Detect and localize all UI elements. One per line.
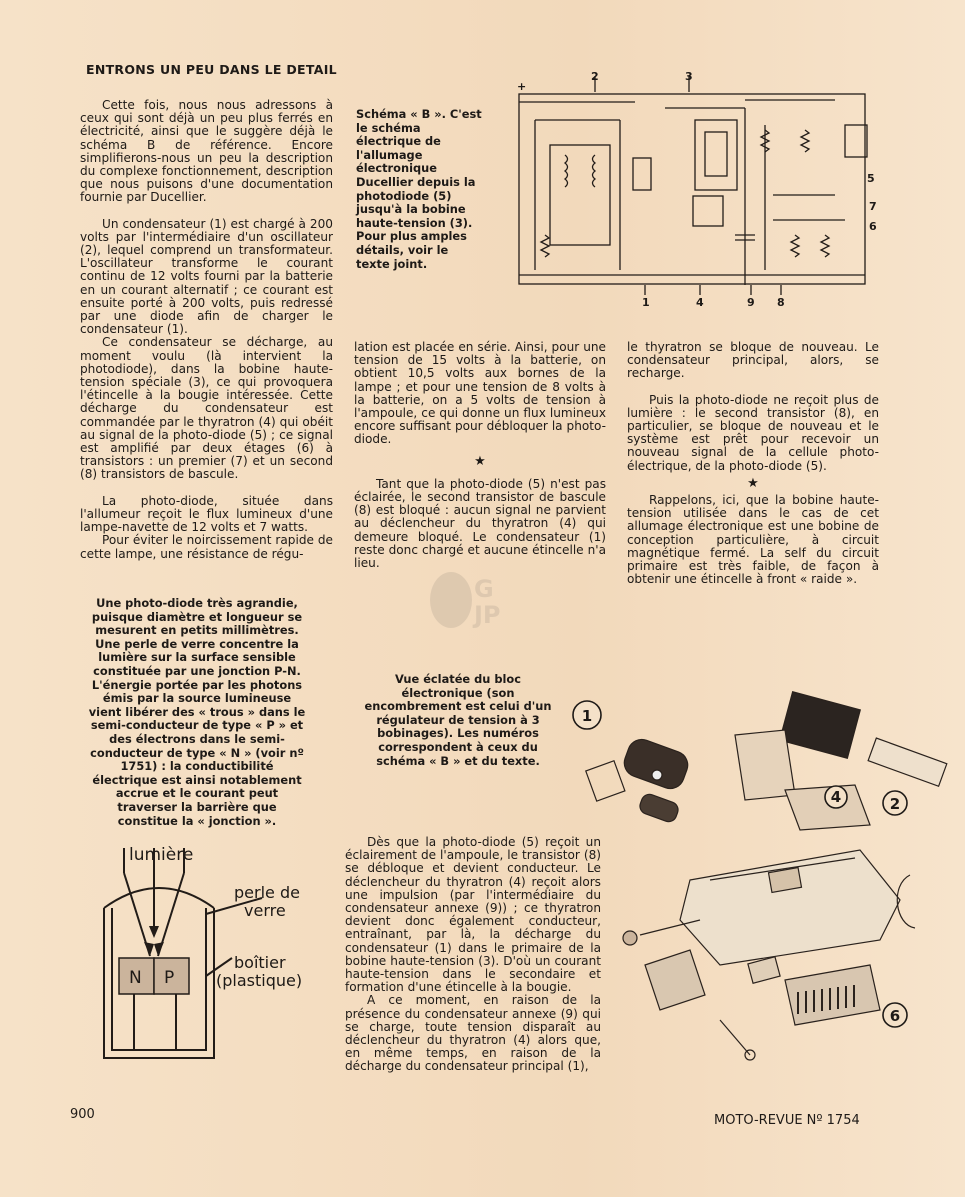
schema-frame [519, 94, 865, 284]
capacitor-block [633, 158, 651, 190]
paragraph: Ce condensateur se décharge, au moment voulu (là intervient la photodiode), dans la bobine haute-tension spéciale (3), ce qui provoquera l'étincelle à la bougie intéressée. Cette décharge du condensateur est commandée par le thyratron (4) qui obéit au signal de la photo-diode (5) ; ce signal est amplifié par deux étages (6) à transistors : un premier (7) et un second (8) transistors de bascule. [80, 335, 333, 482]
transistor-board [785, 965, 880, 1025]
schema-label: 6 [869, 220, 877, 233]
watermark-logo [430, 566, 535, 634]
photodiode-block [693, 196, 723, 226]
schema-b-diagram [505, 70, 885, 310]
schema-label: 2 [591, 70, 599, 83]
schema-label: 9 [747, 296, 755, 309]
paragraph: lation est placée en série. Ainsi, pour une tension de 15 volts à la batterie, on obtient 10,5 volts aux bornes de la lampe ; et pour une tension de 8 volts à la batterie, on a 5 volts de tension à l'ampoule, ce qui donne un flux lumineux encore suffisant pour débloquer la photo-diode. [354, 340, 606, 447]
photodiode-diagram [94, 838, 314, 1078]
page-number: 900 [70, 1107, 95, 1122]
exploded-label: 1 [581, 707, 593, 725]
paragraph: Pour éviter le noircissement rapide de cette lampe, une résistance de régu- [80, 533, 333, 561]
schema-label: 5 [867, 172, 875, 185]
column-1-text [80, 99, 333, 561]
schema-caption: Schéma « B ». C'est le schéma électrique de l'allumage électronique Ducellier depuis la photodiode (5) jusqu'à la bobine haute-tension (3). Pour plus amples détails, voir le texte joint. [356, 107, 482, 271]
column-bottom-text [345, 836, 601, 1074]
paragraph: La photo-diode, située dans l'allumeur reçoit le flux lumineux d'une lampe-navette de 12 volts et 7 watts. [80, 493, 333, 535]
paragraph: Dès que la photo-diode (5) reçoit un éclairement de l'ampoule, le transistor (8) se débloque et devient conducteur. Le déclencheur du thyratron (4) reçoit alors une impulsion (par l'intermédiaire du condensateur annexe (9)) ; ce thyratron devient donc également conducteur, entraînant, par là, la décharge du condensateur (1) dans le primaire de la bobine haute-tension (3). D'où un courant haute-tension dans le secondaire et formation d'une étincelle à la bougie. [345, 835, 601, 995]
capacitor-1 [620, 736, 691, 793]
schema-label: + [517, 80, 527, 93]
coil-block [780, 692, 861, 758]
light-label: lumière [129, 845, 194, 865]
glass-label: perle de verre [234, 883, 300, 920]
n-label: N [129, 968, 142, 988]
paragraph: A ce moment, en raison de la présence du condensateur annexe (9) qui se charge, toute tension disparaît au déclencheur du thyratron (4) alors que, en même temps, en raison de la décharge du condensateur principal (1), [345, 993, 601, 1074]
paragraph: Cette fois, nous nous adressons à ceux qui sont déjà un peu plus ferrés en électricité, ainsi que le suggère déjà le schéma B de référence. Encore simplifierons-nous un peu la description du complexe fonctionnement, description que nous puisons d'une documentation fournie par Ducellier. [80, 98, 333, 205]
watermark-text: G JP [474, 575, 501, 629]
column-3-text [627, 341, 879, 586]
paragraph: Un condensateur (1) est chargé à 200 volts par l'intermédiaire d'un oscillateur (2), lequel comprend un transformateur. L'oscillateur transforme le courant continu de 12 volts fourni par la batterie en un courant alternatif ; ce courant est ensuite porté à 200 volts, puis redressé par une diode afin de charger le condensateur (1). [80, 216, 333, 337]
exploded-label: 4 [830, 788, 842, 806]
exploded-caption: Vue éclatée du bloc électronique (son encombrement est celui d'un régulateur de tension à 3 bobinages). Les numéros correspondent à ceux du schéma « B » et du texte. [364, 672, 552, 768]
paragraph: Puis la photo-diode ne reçoit plus de lumière : le second transistor (8), en particulier, se bloque de nouveau et le système est prêt pour recevoir un nouveau signal de la cellule photo-électrique, de la photo-diode (5). [627, 392, 879, 473]
schema-label: 4 [696, 296, 704, 309]
column-2-text [354, 341, 606, 570]
photodiode-caption: Une photo-diode très agrandie, puisque diamètre et longueur se mesurent en petits millimètres. Une perle de verre concentre la lumière sur la surface sensible constituée par une jonction P-N. L'énergie portée par les photons émis par la source lumineuse vient libérer des « trous » dans le semi-conducteur de type « P » et des électrons dans le semi-conducteur de type « N » (voir nº 1751) : la conductibilité électrique est ainsi notablement accrue et le courant peut traverser la barrière que constitue la « jonction ». [88, 596, 306, 828]
paragraph: Tant que la photo-diode (5) n'est pas éclairée, le second transistor de bascule (8) est bloqué : aucun signal ne parvient au déclencheur du thyratron (4) qui demeure bloqué. Le condensateur (1) reste donc chargé et aucune étincelle n'a lieu. [354, 476, 606, 571]
paragraph: le thyratron se bloque de nouveau. Le condensateur principal, alors, se recharge. [627, 340, 879, 381]
star-separator: ★ [474, 453, 486, 469]
schema-label: 7 [869, 200, 877, 213]
paragraph: Rappelons, ici, que la bobine haute-tension utilisée dans le cas de cet allumage électronique est une bobine de conception particulière, à circuit magnétique fermé. La self du circuit primaire est très faible, de façon à obtenir une étincelle à front « raide ». [627, 493, 879, 587]
exploded-label: 6 [889, 1007, 901, 1025]
exploded-label: 2 [889, 795, 901, 813]
star-separator: ★ [747, 475, 759, 491]
exploded-view-illustration [570, 680, 955, 1105]
schema-label: 3 [685, 70, 693, 83]
case-label: boîtier (plastique) [216, 953, 303, 990]
magazine-footer: MOTO-REVUE Nº 1754 [714, 1113, 860, 1128]
lamp-block [845, 125, 867, 157]
schema-label: 1 [642, 296, 650, 309]
p-label: P [164, 968, 175, 988]
schema-label: 8 [777, 296, 785, 309]
section-heading: ENTRONS UN PEU DANS LE DETAIL [86, 62, 337, 77]
transformer-block [695, 120, 737, 190]
